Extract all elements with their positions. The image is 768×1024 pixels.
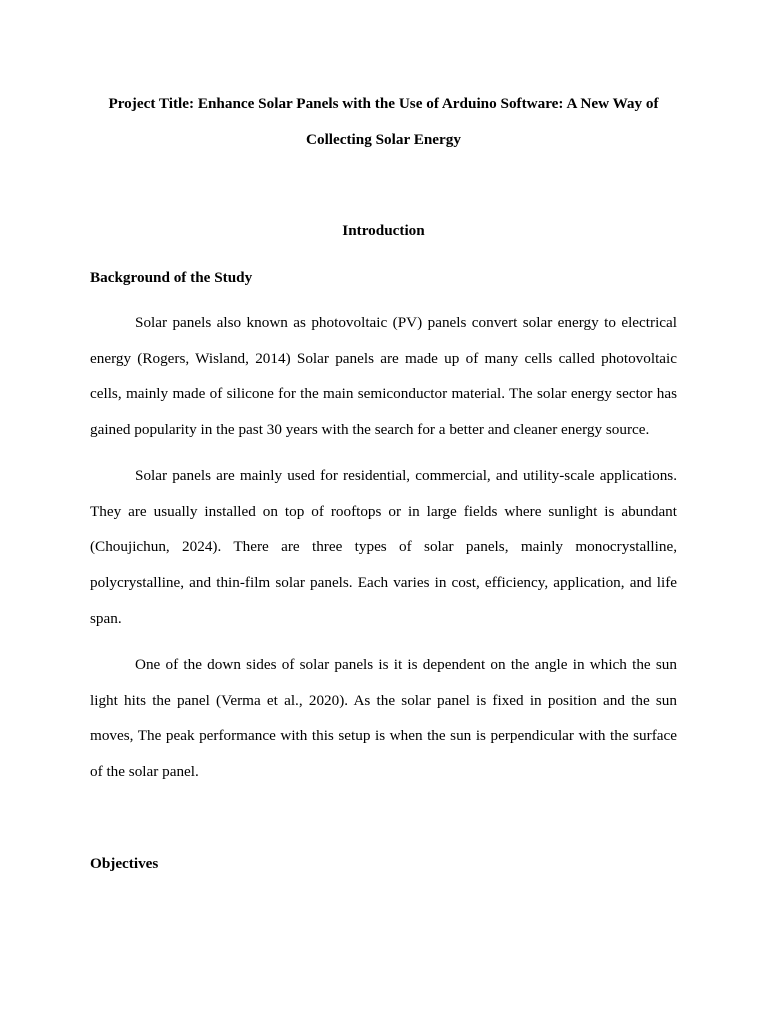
paragraph-1: Solar panels also known as photovoltaic (PV) panels convert solar energy to electrical energy (Rogers, Wisland, 2014) Solar panels are made up of many cells called photovoltaic cells, mainly made of silicone for the main semiconductor material. The solar energy sector has gained popularity in the past 30 years with the search for a better and cleaner energy source. (90, 314, 677, 439)
page-title: Project Title: Enhance Solar Panels with the Use of Arduino Software: A New Way of Collecting Solar Energy (108, 95, 659, 148)
background-heading: Background of the Study (90, 269, 253, 286)
objectives-heading: Objectives (90, 855, 159, 872)
paragraph-3: One of the down sides of solar panels is it is dependent on the angle in which the sun light hits the panel (Verma et al., 2020). As the solar panel is fixed in position and the sun moves, The peak performance with this setup is when the sun is perpendicular with the surface of the solar panel. (90, 656, 677, 781)
paragraph-2: Solar panels are mainly used for residential, commercial, and utility-scale applications. They are usually installed on top of rooftops or in large fields where sunlight is abundant (Choujichun, 2024). There are three types of solar panels, mainly monocrystalline, polycrystalline, and thin-film solar panels. Each varies in cost, efficiency, application, and life span. (90, 467, 677, 627)
introduction-heading: Introduction (342, 222, 425, 239)
